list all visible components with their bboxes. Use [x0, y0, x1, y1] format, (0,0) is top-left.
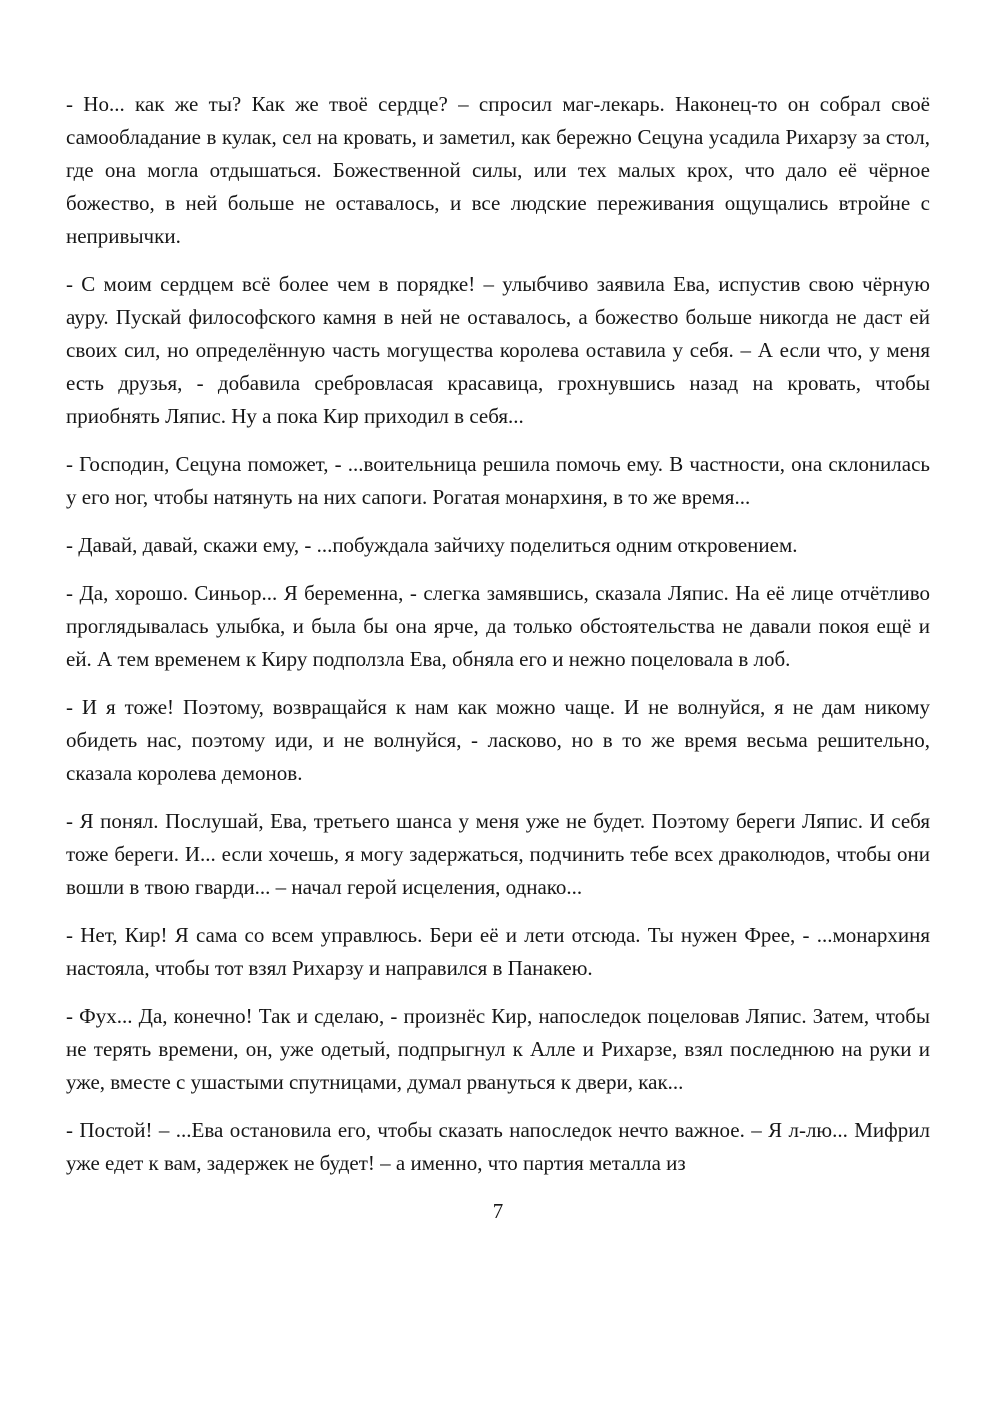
paragraph: - Господин, Сецуна поможет, - ...воительница решила помочь ему. В частности, она склонилась у его ног, чтобы натянуть на них сапоги. Рогатая монархиня, в то же время...	[66, 452, 930, 509]
paragraph: - Но... как же ты? Как же твоё сердце? – спросил маг-лекарь. Наконец-то он собрал своё самообладание в кулак, сел на кровать, и заметил, как бережно Сецуна усадила Рихарзу за стол, где она могла отдышаться. Божественной силы, или тех малых крох, что дало её чёрное божество, в ней больше не оставалось, и все людские переживания ощущались втройне с непривычки.	[66, 92, 930, 248]
paragraph: - С моим сердцем всё более чем в порядке! – улыбчиво заявила Ева, испустив свою чёрную ауру. Пускай философского камня в ней не оставалось, а божество больше никогда не даст ей своих сил, но определённую часть могущества королева оставила у себя. – А если что, у меня есть друзья, - добавила сребровласая красавица, грохнувшись назад на кровать, чтобы приобнять Ляпис. Ну а пока Кир приходил в себя...	[66, 272, 930, 428]
paragraph: - Да, хорошо. Синьор... Я беременна, - слегка замявшись, сказала Ляпис. На её лице отчётливо проглядывалась улыбка, и была бы она ярче, да только обстоятельства не давали покоя ещё и ей. А тем временем к Киру подползла Ева, обняла его и нежно поцеловала в лоб.	[66, 581, 930, 671]
paragraph: - Я понял. Послушай, Ева, третьего шанса у меня уже не будет. Поэтому береги Ляпис. И себя тоже береги. И... если хочешь, я могу задержаться, подчинить тебе всех драколюдов, чтобы они вошли в твою гварди... – начал герой исцеления, однако...	[66, 809, 930, 899]
page-number: 7	[492, 1199, 504, 1223]
paragraph: - И я тоже! Поэтому, возвращайся к нам как можно чаще. И не волнуйся, я не дам никому обидеть нас, поэтому иди, и не волнуйся, - ласково, но в то же время весьма решительно, сказала королева демонов.	[66, 695, 930, 785]
text-body	[66, 88, 930, 1180]
paragraph: - Фух... Да, конечно! Так и сделаю, - произнёс Кир, напоследок поцеловав Ляпис. Затем, чтобы не терять времени, он, уже одетый, подпрыгнул к Алле и Рихарзе, взял последнюю на руки и уже, вместе с ушастыми спутницами, думал рвануться к двери, как...	[66, 1004, 930, 1094]
paragraph: - Нет, Кир! Я сама со всем управлюсь. Бери её и лети отсюда. Ты нужен Фрее, - ...монархиня настояла, чтобы тот взял Рихарзу и направился в Панакею.	[66, 923, 930, 980]
paragraph: - Постой! – ...Ева остановила его, чтобы сказать напоследок нечто важное. – Я л-лю... Мифрил уже едет к вам, задержек не будет! – а именно, что партия металла из	[66, 1118, 930, 1175]
paragraph: - Давай, давай, скажи ему, - ...побуждала зайчиху поделиться одним откровением.	[66, 533, 798, 557]
